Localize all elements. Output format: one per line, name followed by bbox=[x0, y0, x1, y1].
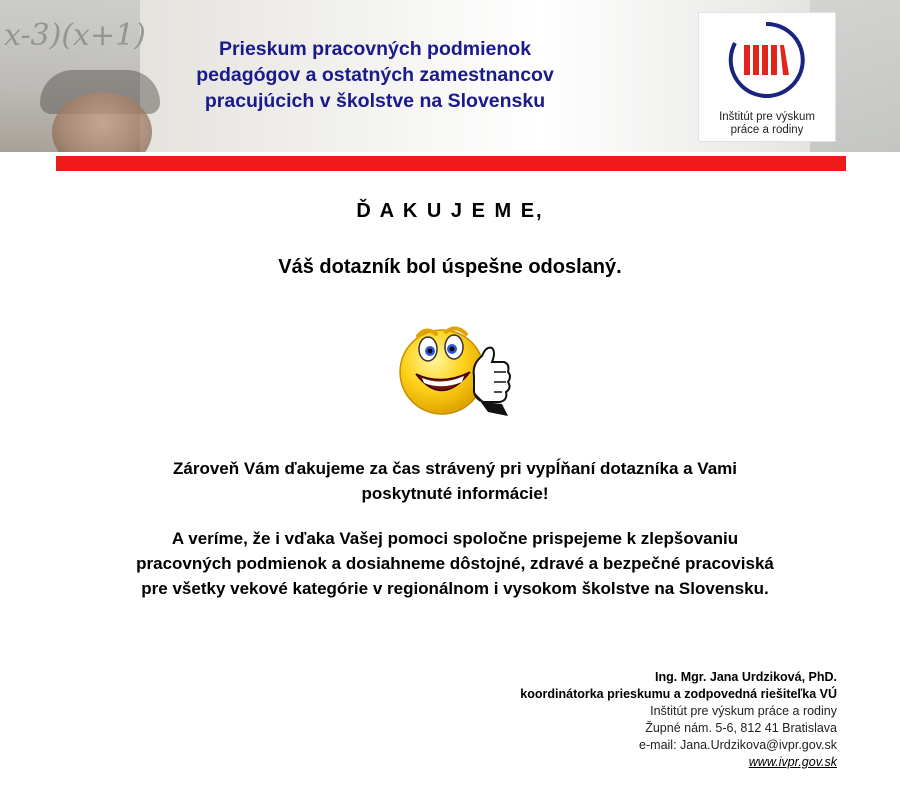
logo-text-line-2: práce a rodiny bbox=[730, 124, 804, 136]
institute-logo bbox=[698, 12, 836, 142]
accent-divider-bar bbox=[56, 156, 846, 171]
signature-address: Župné nám. 5-6, 812 41 Bratislava bbox=[645, 721, 837, 735]
page-title bbox=[150, 36, 600, 114]
page-title-line-3: pracujúcich v školstve na Slovensku bbox=[204, 90, 546, 112]
header-banner bbox=[0, 0, 900, 152]
thanks-heading: Ď A K U J E M E, bbox=[356, 200, 544, 222]
signature-institution: Inštitút pre výskum práce a rodiny bbox=[650, 704, 837, 718]
mission-message-line-2: pracovných podmienok a dosiahneme dôstojné, zdravé a bezpečné pracoviská bbox=[136, 554, 774, 573]
signature-name: Ing. Mgr. Jana Urdziková, PhD. bbox=[655, 670, 837, 684]
website-link[interactable]: www.ivpr.gov.sk bbox=[748, 755, 837, 769]
thank-you-message-line-2: poskytnuté informácie! bbox=[361, 484, 549, 503]
thumbs-up-smiley-icon bbox=[396, 316, 520, 420]
signature-email: e-mail: Jana.Urdzikova@ivpr.gov.sk bbox=[639, 738, 837, 752]
institute-logo-mark bbox=[727, 21, 805, 99]
thank-you-message bbox=[60, 456, 850, 506]
submission-confirmation: Váš dotazník bol úspešne odoslaný. bbox=[278, 256, 622, 278]
mission-message-line-1: A veríme, že i vďaka Vašej pomoci spoločne prispejeme k zlepšovaniu bbox=[171, 529, 739, 548]
banner-math-scribble: x-3)(x+1) bbox=[4, 18, 146, 53]
mission-message bbox=[60, 526, 850, 601]
signature-block bbox=[520, 669, 837, 771]
signature-role: koordinátorka prieskumu a zodpovedná riešiteľka VÚ bbox=[520, 687, 837, 701]
logo-text-line-1: Inštitút pre výskum bbox=[719, 111, 815, 123]
mission-message-line-3: pre všetky vekové kategórie v regionálnom i vysokom školstve na Slovensku. bbox=[141, 579, 769, 598]
institute-logo-text bbox=[699, 111, 835, 137]
page-title-line-1: Prieskum pracovných podmienok bbox=[218, 38, 532, 60]
thank-you-message-line-1: Zároveň Vám ďakujeme za čas strávený pri vypĺňaní dotazníka a Vami bbox=[172, 459, 738, 478]
page-title-line-2: pedagógov a ostatných zamestnancov bbox=[196, 64, 554, 86]
